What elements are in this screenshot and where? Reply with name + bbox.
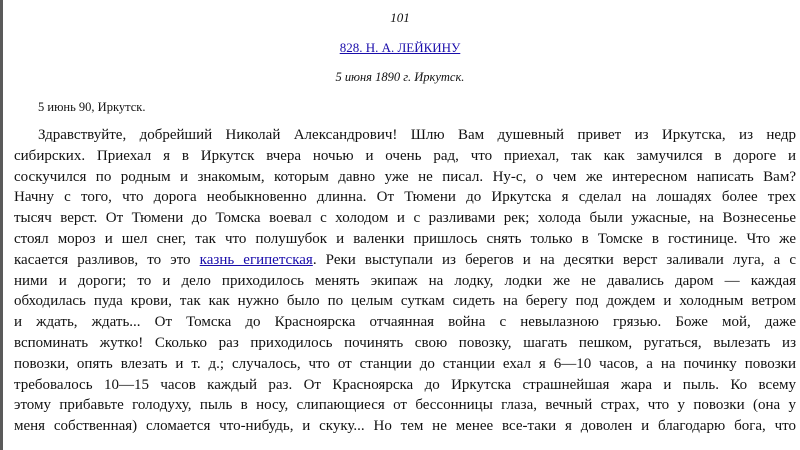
letter-line: требовалось 10—15 часов каждый раз. От Красноярска до Иркутска страшнейшая жара и пыль. Ко всему	[14, 376, 796, 393]
letter-line: Здравствуйте, добрейший Николай Александрович! Шлю Вам душевный привет из Иркутска, из недр	[38, 127, 796, 143]
letter-line: ними и дороги; то и дело приходилось менять экипаж на лодку, лодки же не давались даром — каждая	[14, 272, 796, 289]
letter-title	[0, 40, 800, 56]
line-text: . Реки выступали из берегов и на десятки верст заливали луга, а с	[312, 251, 796, 268]
letter-line: сибирских. Приехал я в Иркутск вчера ночью и очень рад, что приехал, так как замучился в дороге и	[14, 147, 796, 164]
letter-line: меня собственная) сломается что-нибудь, и скуку... Но тем не менее все-таки я доволен и благодарю бога, что	[14, 418, 796, 435]
page-number: 101	[390, 10, 410, 25]
letter-line: вспоминать жутко! Сколько раз приходилось починять свою повозку, шагать пешком, ругаться, вылезать из	[14, 334, 796, 351]
letter-line: и ждать, ждать... От Томска до Красноярска отчаянная война с невылазною грязью. Боже мой, даже	[14, 314, 796, 331]
letter-line: соскучился по родным и знакомым, которым давно уже не писал. Ну-с, о чем же интересном написать Вам?	[14, 168, 796, 185]
letter-line: Начну с того, что дорога необыкновенно длинна. От Тюмени до Иркутска я сделал на лошадях более трех	[14, 189, 796, 206]
letter-line: стоял мороз и шел снег, так что полушубок и валенки пришлось снять только в Томске в гостинице. Что же	[14, 230, 796, 247]
letter-line: повозки, опять влезать и т. д.; случалось, что от станции до станции ехал я 6—10 часов, а на починку повозки	[14, 355, 796, 372]
left-border	[0, 0, 3, 450]
line-text: касается разливов, то это	[14, 251, 200, 268]
letter-line-with-link	[14, 250, 796, 271]
letter-title-link[interactable]: 828. Н. А. ЛЕЙКИНУ	[339, 40, 461, 55]
letter-place-date: 5 июнь 90, Иркутск.	[38, 100, 146, 114]
letter-line: обходилась пуда крови, так как нужно было по целым суткам сидеть на берегу под дождем и холодным ветром	[14, 293, 796, 310]
letter-body	[14, 125, 796, 437]
letter-line: тысяч верст. От Тюмени до Томска воевал с холодом и с разливами рек; холода были ужасные, на Вознесенье	[14, 210, 796, 227]
kazn-egipetskaya-link[interactable]: казнь египетская	[199, 251, 313, 268]
letter-date: 5 июня 1890 г. Иркутск.	[335, 70, 465, 84]
letter-line: этому прибавьте голодуху, пыль в носу, слипающиеся от бессонницы глаза, вечный страх, что у повозки (она у	[14, 397, 796, 414]
